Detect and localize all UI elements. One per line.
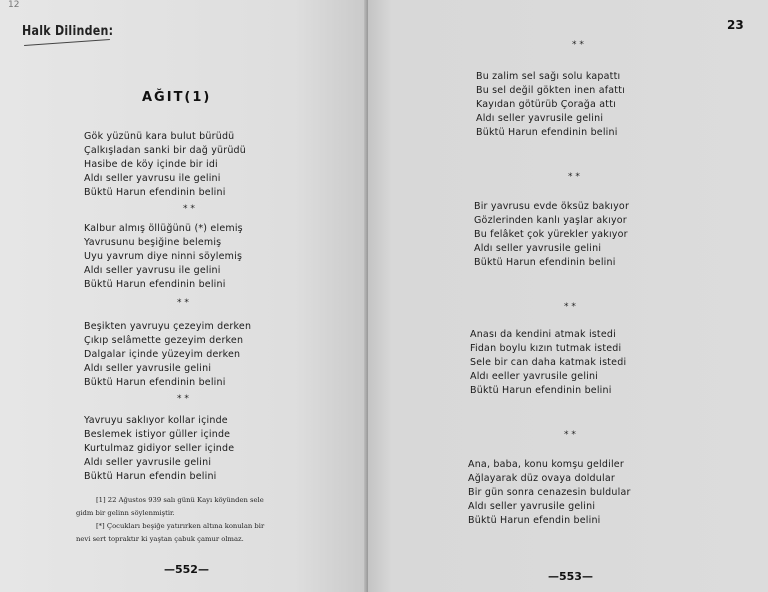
verse-line: Aldı seller yavrusu ile gelini xyxy=(84,173,221,185)
right-page xyxy=(368,0,768,592)
verse-line: Yavruyu saklıyor kollar içinde xyxy=(84,415,228,426)
corner-mark: 12 xyxy=(8,0,20,10)
footnote-line: [*] Çocukları beşiğe yatırırken altına konulan bir xyxy=(96,522,265,530)
right-stanza-1 xyxy=(476,70,625,140)
left-stanza-1 xyxy=(84,130,246,200)
footnote-line: [1] 22 Ağustos 939 salı günü Kayı köyünden sele xyxy=(96,496,264,504)
verse-line: Ana, baba, konu komşu geldiler xyxy=(468,459,624,470)
verse-line: Aldı seller yavrusu ile gelini xyxy=(84,265,221,277)
left-stanza-4 xyxy=(84,414,234,484)
verse-line: Bu zalim sel sağı solu kapattı xyxy=(476,71,621,82)
verse-line: Sele bir can daha katmak istedi xyxy=(470,357,627,369)
verse-line: Gözlerinden kanlı yaşlar akıyor xyxy=(474,215,627,227)
header-underline xyxy=(24,39,110,46)
verse-line: Ağlayarak düz ovaya doldular xyxy=(468,473,615,485)
page-number: —552— xyxy=(164,563,209,576)
right-stanza-3 xyxy=(470,328,626,398)
left-stanza-2 xyxy=(84,222,243,292)
verse-line: Anası da kendini atmak istedi xyxy=(470,329,616,340)
verse-line: Çıkıp selâmette gezeyim derken xyxy=(84,335,244,347)
section-header: Halk Dilinden: xyxy=(22,24,114,39)
verse-line: Büktü Harun efendinin belini xyxy=(84,377,226,389)
verse-line: Büktü Harun efendinin belini xyxy=(474,257,616,269)
right-stanza-2 xyxy=(474,200,629,270)
verse-line: Aldı eeller yavrusile gelini xyxy=(470,371,599,383)
stanza-separator: * * xyxy=(568,172,580,182)
verse-line: Beşikten yavruyu çezeyim derken xyxy=(84,321,252,332)
stanza-separator: * * xyxy=(564,430,576,440)
verse-line: Aldı seller yavrusile gelini xyxy=(84,457,212,469)
verse-line: Yavrusunu beşiğine belemiş xyxy=(84,237,222,249)
verse-line: Büktü Harun efendin belini xyxy=(84,471,217,483)
verse-line: Dalgalar içinde yüzeyim derken xyxy=(84,349,241,361)
stanza-separator: * * xyxy=(572,40,584,50)
right-stanza-4 xyxy=(468,458,631,528)
verse-line: Büktü Harun efendinin belini xyxy=(470,385,612,397)
stanza-separator: * * xyxy=(183,204,195,214)
verse-line: Kayıdan götürüb Çorağa attı xyxy=(476,99,616,111)
verse-line: Kurtulmaz gidiyor seller içinde xyxy=(84,443,235,455)
left-page xyxy=(0,0,368,592)
stanza-separator: * * xyxy=(564,302,576,312)
verse-line: Aldı seller yavrusile gelini xyxy=(476,113,604,125)
verse-line: Aldı seller yavrusile gelini xyxy=(474,243,602,255)
verse-line: Aldı seller yavrusile gelini xyxy=(84,363,212,375)
top-page-number: 23 xyxy=(727,18,744,32)
verse-line: Aldı seller yavrusile gelini xyxy=(468,501,596,513)
verse-line: Bu sel değil gökten inen afattı xyxy=(476,85,625,97)
verse-line: Fidan boylu kızın tutmak istedi xyxy=(470,343,622,355)
stanza-separator: * * xyxy=(177,394,189,404)
verse-line: Büktü Harun efendinin belini xyxy=(84,279,226,291)
left-stanza-3 xyxy=(84,320,251,390)
page-number: —553— xyxy=(548,570,593,583)
verse-line: Büktü Harun efendinin belini xyxy=(84,187,226,199)
footnote-line: gidm bir gelinn söylenmiştir. xyxy=(76,509,175,517)
verse-line: Bir yavrusu evde öksüz bakıyor xyxy=(474,201,630,212)
verse-line: Uyu yavrum diye ninni söylemiş xyxy=(84,251,243,263)
footnotes xyxy=(74,494,304,546)
verse-line: Kalbur almış öllüğünü (*) elemiş xyxy=(84,223,243,234)
verse-line: Bir gün sonra cenazesin buldular xyxy=(468,487,631,499)
verse-line: Çalkışladan sanki bir dağ yürüdü xyxy=(84,145,247,157)
footnote-line: nevi sert topraktır ki yaştan çabuk çamur olmaz. xyxy=(76,535,244,543)
poem-title: AĞIT(1) xyxy=(142,90,212,105)
verse-line: Beslemek istiyor güller içinde xyxy=(84,429,231,441)
verse-line: Hasibe de köy içinde bir idi xyxy=(84,159,218,171)
verse-line: Bu felâket çok yürekler yakıyor xyxy=(474,229,628,241)
stanza-separator: * * xyxy=(177,298,189,308)
verse-line: Büktü Harun efendinin belini xyxy=(476,127,618,139)
verse-line: Büktü Harun efendin belini xyxy=(468,515,601,527)
verse-line: Gök yüzünü kara bulut bürüdü xyxy=(84,131,235,142)
